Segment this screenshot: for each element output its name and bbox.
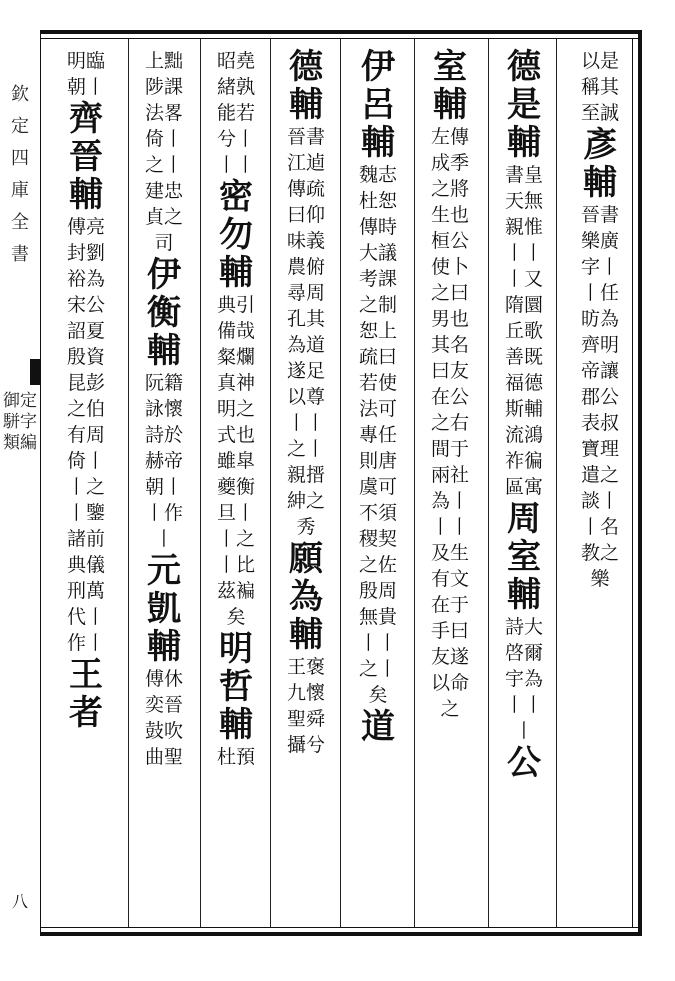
headword: 伊呂輔 xyxy=(361,47,395,163)
column-divider xyxy=(414,39,415,927)
margin-book-title: 御定駢字類編 xyxy=(3,391,37,453)
column-text: 詩大啓爾宇為丨丨丨 xyxy=(504,616,543,742)
column-divider xyxy=(128,39,129,927)
column-text: 王褒九懷聖舜攝兮 xyxy=(286,656,325,756)
frame-bottom-border xyxy=(40,932,642,936)
headword: 願為輔 xyxy=(289,539,323,655)
headword: 明哲輔 xyxy=(219,629,253,745)
column-divider xyxy=(340,39,341,927)
column-text: 昭堯緒孰能若兮丨丨丨 xyxy=(216,50,255,176)
frame-top-inner-line xyxy=(40,38,642,39)
column-divider xyxy=(270,39,271,927)
column-text: 以是稱其至誠 xyxy=(580,50,619,124)
column-text: 傅休奕晉鼓吹曲聖 xyxy=(144,668,183,768)
column-text: 明臨朝丨 xyxy=(66,50,105,98)
margin-column xyxy=(0,39,40,927)
column-text: 杜預 xyxy=(216,746,255,768)
column-divider xyxy=(200,39,201,927)
frame-right-border xyxy=(638,30,642,936)
column-divider xyxy=(556,39,557,927)
column-text: 阮籍詠懷詩於赫帝朝丨丨作丨 xyxy=(144,372,183,550)
headword: 公 xyxy=(507,743,541,783)
column-text: 典引備哉粲爛真神明之式也雖皐夔衡旦丨丨之丨比茲褊矣 xyxy=(216,294,255,628)
frame-right-inner-line xyxy=(632,38,633,928)
text-column-7 xyxy=(138,48,190,924)
text-column-8 xyxy=(60,48,112,924)
frame-top-border xyxy=(40,30,642,34)
headword: 王者 xyxy=(69,655,103,733)
headword: 德是輔 xyxy=(507,47,541,163)
headword: 德輔 xyxy=(289,47,323,125)
headword: 伊衡輔 xyxy=(147,255,181,371)
margin-header: 欽定四庫全書 xyxy=(11,84,29,265)
text-column-1 xyxy=(574,48,626,924)
headword: 元凱輔 xyxy=(147,551,181,667)
column-text: 上黜陟課法畧倚丨之丨建忠貞之司 xyxy=(144,50,183,254)
headword: 密勿輔 xyxy=(219,177,253,293)
frame-bottom-inner-line xyxy=(40,927,642,928)
column-divider xyxy=(488,39,489,927)
text-column-3 xyxy=(424,48,476,924)
column-text: 晉書江逌傳疏曰仰味義農俯尋周孔其為道遂足以尊丨丨之丨親搢紳之秀 xyxy=(286,126,325,538)
headword: 周室輔 xyxy=(507,499,541,615)
headword: 彥輔 xyxy=(583,125,617,203)
fish-tail-mark xyxy=(30,359,40,385)
column-text: 晉書樂廣字丨丨任昉為齊明帝讓郡公表叔寶理遣之談丨丨名教之樂 xyxy=(580,204,619,590)
frame-left-border xyxy=(40,30,41,936)
text-column-5 xyxy=(280,48,332,924)
column-text: 傅亮封劉裕為宋公詔夏殷資昆彭之伯有周倚丨丨之丨鑒諸前典儀刑萬代丨作丨 xyxy=(66,216,105,654)
column-text: 書皇天無親惟丨丨丨又隋圜丘歌善既福德斯輔流鴻祚徧區寓 xyxy=(504,164,543,498)
column-text: 左傳成季之將生也桓公使卜之曰男也其名曰友在公之右間于兩社為丨丨丨及生有文在于手曰友遂以命之 xyxy=(430,126,469,720)
text-column-2 xyxy=(498,48,550,924)
headword: 室輔 xyxy=(433,47,467,125)
headword: 道 xyxy=(361,707,395,747)
column-text: 魏志杜恕傳時大議考課之制恕上疏曰若使法可專任則唐虞可不須稷契之佐殷周無貴丨丨之丨矣 xyxy=(358,164,397,706)
headword: 齊晉輔 xyxy=(69,99,103,215)
text-column-4 xyxy=(352,48,404,924)
text-column-6 xyxy=(210,48,262,924)
margin-page-mark: 八 xyxy=(11,892,28,911)
